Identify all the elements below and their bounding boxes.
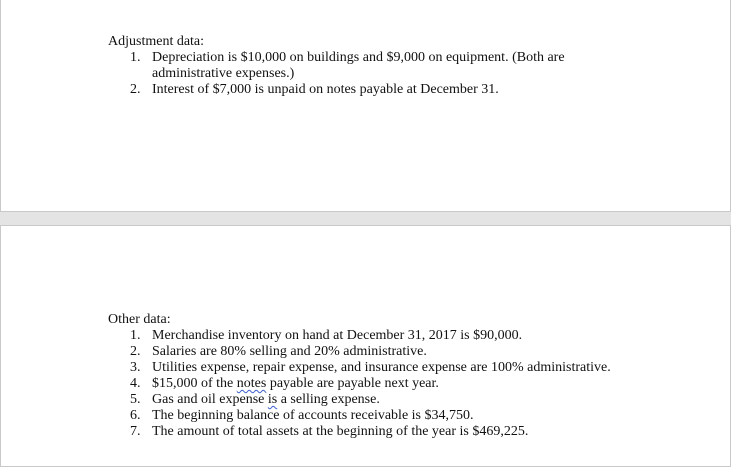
list-item	[108, 408, 611, 424]
list-item-number: 1.	[130, 328, 141, 343]
list-item	[108, 328, 611, 344]
other-data-list	[108, 328, 611, 440]
adjustment-data-heading: Adjustment data:	[108, 34, 205, 49]
list-item	[108, 344, 611, 360]
spellcheck-flagged-word[interactable]: is	[267, 392, 278, 407]
list-item	[108, 392, 611, 408]
list-item-number: 3.	[130, 360, 141, 375]
list-item-number: 1.	[130, 50, 141, 65]
list-item-text: Utilities expense, repair expense, and insurance expense are 100% administrative.	[152, 360, 611, 375]
spellcheck-flagged-word[interactable]: notes	[236, 376, 267, 391]
list-item	[108, 424, 611, 440]
document-page-bottom	[0, 225, 731, 467]
adjustment-data-section	[108, 34, 592, 98]
document-page-top	[0, 0, 731, 212]
list-item-text: Merchandise inventory on hand at December 31, 2017 is $90,000.	[152, 328, 523, 343]
list-item-number: 7.	[130, 424, 141, 439]
list-item-number: 6.	[130, 408, 141, 423]
list-item-number: 2.	[130, 344, 141, 359]
list-item-number: 5.	[130, 392, 141, 407]
list-item	[108, 50, 592, 82]
list-item-number: 4.	[130, 376, 141, 391]
list-item-text: The amount of total assets at the beginning of the year is $469,225.	[152, 424, 529, 439]
list-item-text: Salaries are 80% selling and 20% administrative.	[152, 344, 427, 359]
list-item	[108, 360, 611, 376]
list-item	[108, 82, 592, 98]
other-data-section	[108, 312, 611, 440]
list-item-text: $15,000 of the notes payable are payable next year.	[152, 376, 439, 391]
list-item	[108, 376, 611, 392]
other-data-heading: Other data:	[108, 312, 171, 327]
list-item-text: Depreciation is $10,000 on buildings and $9,000 on equipment. (Both are administrative expenses.)	[152, 50, 565, 81]
adjustment-data-list	[108, 50, 592, 98]
list-item-text: Gas and oil expense is a selling expense.	[152, 392, 380, 407]
list-item-text: Interest of $7,000 is unpaid on notes payable at December 31.	[152, 82, 499, 97]
list-item-text: The beginning balance of accounts receivable is $34,750.	[152, 408, 474, 423]
list-item-number: 2.	[130, 82, 141, 97]
